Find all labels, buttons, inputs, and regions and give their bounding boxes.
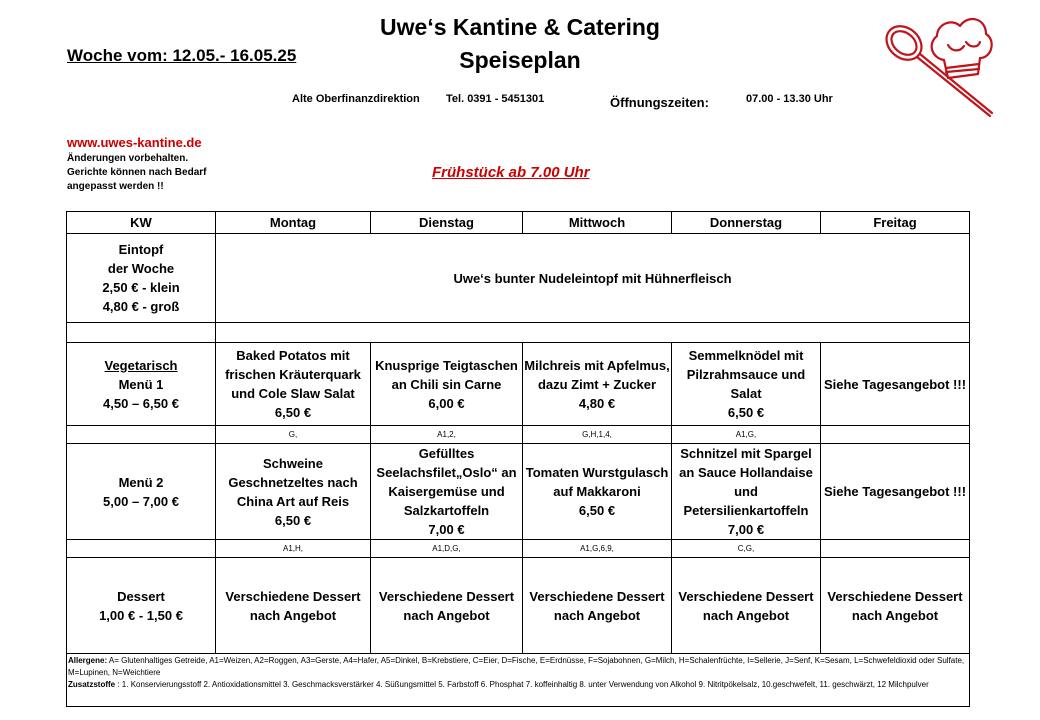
legend-cell — [67, 654, 970, 707]
allergen-cell: A1,G, — [672, 426, 821, 444]
header-friday: Freitag — [821, 212, 970, 234]
dessert-name: Dessert — [117, 588, 165, 604]
page-title: Uwe‘s Kantine & Catering — [380, 14, 660, 40]
menu2-monday — [216, 444, 371, 540]
dish-name: Semmelknödel mit Pilzrahmsauce und Salat — [686, 348, 806, 401]
dish-name: Siehe Tagesangebot !!! — [823, 376, 967, 392]
dish-name: Tomaten Wurstgulasch auf Makkaroni — [525, 465, 669, 499]
menu1-wednesday — [523, 343, 672, 426]
dish-price: 6,50 € — [274, 405, 312, 420]
spacer-row — [67, 323, 970, 343]
dish-price: 7,00 € — [727, 522, 765, 537]
allergen-cell: G, — [216, 426, 371, 444]
eintopf-row — [67, 234, 970, 323]
allergen-cell: A1,G,6,9, — [523, 540, 672, 558]
dish-price: 6,50 € — [578, 503, 616, 518]
menu1-price-range: 4,50 – 6,50 € — [103, 395, 179, 411]
dish-price: 4,80 € — [578, 395, 616, 411]
menu2-tuesday — [371, 444, 523, 540]
chef-hat-and-spoon-icon — [882, 12, 998, 127]
allergen-cell: A1,D,G, — [371, 540, 523, 558]
menu2-row — [67, 444, 970, 540]
dessert-row — [67, 558, 970, 654]
opening-hours: 07.00 - 13.30 Uhr — [746, 93, 833, 105]
website-link[interactable]: www.uwes-kantine.de — [67, 135, 202, 150]
eintopf-dish: Uwe‘s bunter Nudeleintopf mit Hühnerfleisch — [216, 234, 970, 323]
spacer-cell — [67, 323, 216, 343]
breakfast-notice: Frühstück ab 7.00 Uhr — [432, 164, 590, 181]
dessert-tuesday: Verschiedene Dessert nach Angebot — [371, 558, 523, 654]
allergen-cell — [67, 426, 216, 444]
dish-name: Gefülltes Seelachsfilet„Oslo“ an Kaisergemüse und Salzkartoffeln — [376, 446, 517, 518]
dessert-wednesday: Verschiedene Dessert nach Angebot — [523, 558, 672, 654]
legend-row — [67, 654, 970, 707]
menu1-label — [67, 343, 216, 426]
eintopf-label-line1: Eintopf — [118, 242, 164, 257]
menu1-friday — [821, 343, 970, 426]
dish-name: Milchreis mit Apfelmus, dazu Zimt + Zucker — [524, 357, 670, 392]
dessert-friday: Verschiedene Dessert nach Angebot — [821, 558, 970, 654]
menu2-label — [67, 444, 216, 540]
dish-price: 7,00 € — [428, 522, 465, 537]
vegetarian-label: Vegetarisch — [104, 357, 178, 373]
allergen-cell — [821, 540, 970, 558]
menu1-monday — [216, 343, 371, 426]
menu1-tuesday — [371, 343, 523, 426]
change-notice: Änderungen vorbehalten. Gerichte können nach Bedarf angepasst werden !! — [67, 153, 207, 192]
allergens-text: A= Glutenhaltiges Getreide, A1=Weizen, A2=Roggen, A3=Gerste, A4=Hafer, A5=Dinkel, B=Krebstiere, C=Eier, D=Fische, E=Erdnüsse, F=Sojabohnen, G=Milch, H=Schalenfrüchte, I=Sellerie, J=Senf, K=Sesam, L=Schwefeldioxid oder Sulfate, M=Lupinen, N=Weichtiere — [68, 656, 965, 677]
allergen-cell: C,G, — [672, 540, 821, 558]
header-wednesday: Mittwoch — [523, 212, 672, 234]
additives-text: : 1. Konservierungsstoff 2. Antioxidationsmittel 3. Geschmacksverstärker 4. Süßungsmittel 5. Farbstoff 6. Phosphat 7. koffeinhaltig 8. unter Verwendung von Alkohol 9. Nitritpökelsalz, 10.geschwefelt, 11. geschwärzt, 12 Milchpulver — [115, 680, 929, 689]
allergen-cell — [67, 540, 216, 558]
dish-price: 6,00 € — [428, 395, 465, 411]
menu1-name: Menü 1 — [118, 376, 164, 392]
page-subtitle: Speiseplan — [459, 47, 581, 73]
dish-price: 6,50 € — [274, 512, 312, 528]
week-range: Woche vom: 12.05.- 16.05.25 — [67, 46, 297, 65]
eintopf-label-line2: der Woche — [107, 261, 175, 276]
menu1-thursday — [672, 343, 821, 426]
dessert-thursday: Verschiedene Dessert nach Angebot — [672, 558, 821, 654]
dish-name: Siehe Tagesangebot !!! — [823, 484, 967, 499]
allergen-cell — [821, 426, 970, 444]
dish-name: Schnitzel mit Spargel an Sauce Hollandaise und Petersilienkartoffeln — [679, 446, 813, 518]
header-row — [67, 212, 970, 234]
address: Alte Oberfinanzdirektion — [292, 93, 420, 105]
phone-number: Tel. 0391 - 5451301 — [446, 93, 545, 105]
dish-price: 6,50 € — [727, 405, 765, 420]
allergen-cell: A1,2, — [371, 426, 523, 444]
dish-name: Schweine Geschnetzeltes nach China Art auf Reis — [228, 455, 358, 509]
eintopf-price-large: 4,80 € - groß — [102, 299, 180, 314]
eintopf-label — [67, 234, 216, 323]
dish-name: Baked Potatos mit frischen Kräuterquark und Cole Slaw Salat — [225, 348, 361, 401]
menu2-name: Menü 2 — [118, 474, 164, 490]
header-tuesday: Dienstag — [371, 212, 523, 234]
menu1-row — [67, 343, 970, 426]
dessert-monday: Verschiedene Dessert nach Angebot — [216, 558, 371, 654]
spacer-cell — [216, 323, 970, 343]
menu2-price-range: 5,00 – 7,00 € — [103, 493, 179, 509]
menu2-wednesday — [523, 444, 672, 540]
menu2-thursday — [672, 444, 821, 540]
allergen-cell: G,H,1,4, — [523, 426, 672, 444]
menu2-allergen-row — [67, 540, 970, 558]
header-thursday: Donnerstag — [672, 212, 821, 234]
header-monday: Montag — [216, 212, 371, 234]
header-kw: KW — [67, 212, 216, 234]
dessert-price-range: 1,00 € - 1,50 € — [99, 607, 183, 623]
menu2-friday — [821, 444, 970, 540]
eintopf-price-small: 2,50 € - klein — [102, 280, 180, 295]
allergens-label: Allergene: — [68, 656, 108, 665]
dish-name: Knusprige Teigtaschen an Chili sin Carne — [375, 357, 518, 392]
menu-table — [66, 211, 970, 707]
allergen-cell: A1,H, — [216, 540, 371, 558]
additives-label: Zusatzstoffe — [68, 680, 116, 689]
opening-hours-label: Öffnungszeiten: — [610, 95, 709, 110]
menu1-allergen-row — [67, 426, 970, 444]
dessert-label — [67, 558, 216, 654]
